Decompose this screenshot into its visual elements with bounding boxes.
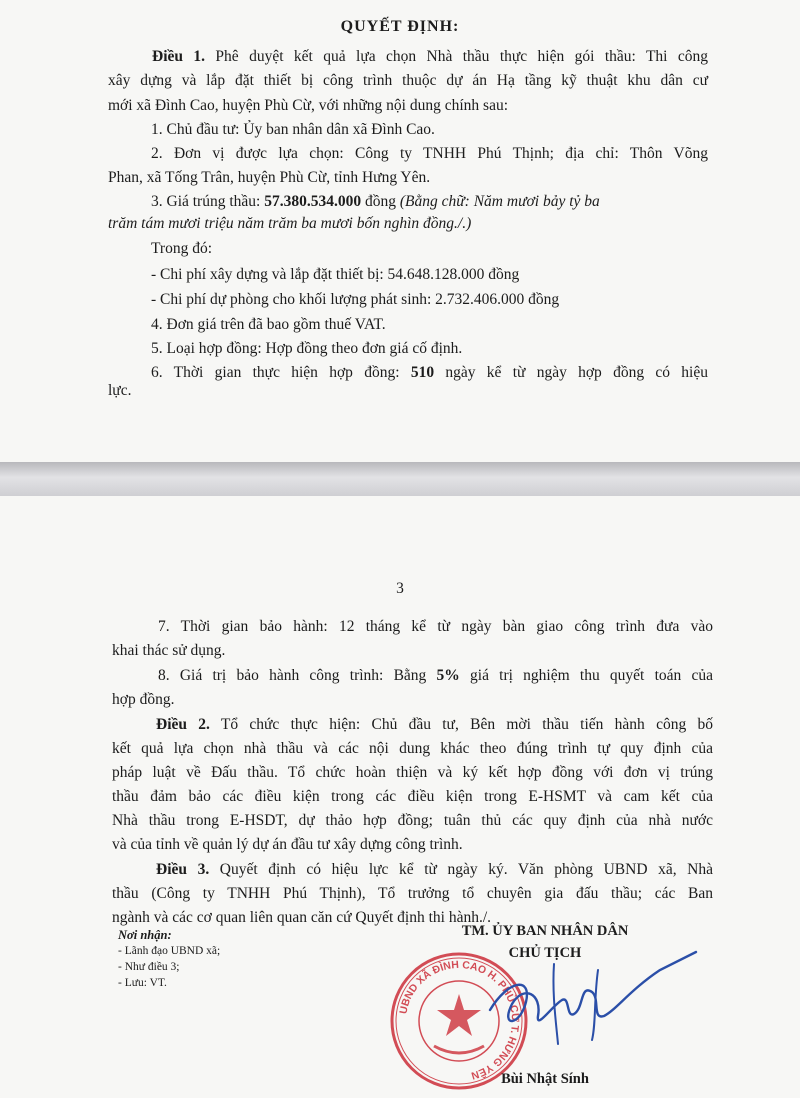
item-8-line1 — [158, 665, 713, 686]
item-6-suffix: ngày kể từ ngày hợp đồng có hiệu — [434, 364, 708, 381]
recipient-1: - Lãnh đạo UBND xã; — [118, 945, 221, 957]
cost-construction: - Chi phí xây dựng và lắp đặt thiết bị: 54.648.128.000 đồng — [151, 266, 520, 283]
item-3-amount: 57.380.534.000 — [264, 193, 362, 210]
decision-title: QUYẾT ĐỊNH: — [340, 18, 460, 35]
item-3-line1 — [151, 191, 600, 212]
dieu2-line2: kết quả lựa chọn nhà thầu và các nội dung khác theo đúng trình tự quy định của — [112, 740, 713, 757]
dieu3-line3: ngành và các cơ quan liên quan căn cứ Quyết định thi hành./. — [112, 909, 492, 926]
dieu3-label: Điều 3. — [156, 861, 210, 878]
dieu2-text-1: Tổ chức thực hiện: Chủ đầu tư, Bên mời thầu tiến hành công bố — [209, 716, 713, 733]
dieu2-line5: Nhà thầu trong E-HSDT, dự thảo hợp đồng; tuân thủ các quy định của nhà nước — [112, 812, 713, 829]
dieu1-line1 — [108, 46, 708, 67]
dieu2-line1 — [112, 714, 713, 735]
dieu2-line3: pháp luật về Đấu thầu. Tổ chức hoàn thiện và ký kết hợp đồng với đơn vị trúng — [112, 764, 713, 781]
handwritten-signature-icon — [460, 940, 700, 1050]
item-6-line2: lực. — [108, 382, 132, 399]
item-3-words-2: trăm tám mươi triệu năm trăm ba mươi bốn nghìn đồng./.) — [108, 215, 472, 232]
dieu3-text-1: Quyết định có hiệu lực kể từ ngày ký. Văn phòng UBND xã, Nhà — [209, 861, 713, 878]
document-page-top — [0, 0, 800, 462]
signature-org: TM. ỦY BAN NHÂN DÂN — [461, 923, 629, 939]
item-3-unit: đồng — [361, 193, 400, 210]
item-4: 4. Đơn giá trên đã bao gồm thuế VAT. — [151, 316, 386, 333]
recipient-3: - Lưu: VT. — [118, 977, 167, 989]
dieu2-line4: thầu đảm bảo các điều kiện trong các điều kiện trong E-HSMT và cam kết của — [112, 788, 713, 805]
item-7-line2: khai thác sử dụng. — [112, 642, 226, 659]
item-8-pct: 5% — [436, 667, 460, 684]
page-number: 3 — [396, 580, 404, 597]
dieu1-label: Điều 1. — [152, 48, 206, 65]
trong-do: Trong đó: — [151, 240, 213, 257]
signature-role: CHỦ TỊCH — [508, 945, 582, 961]
item-8-line2: hợp đồng. — [112, 691, 175, 708]
item-3-prefix: 3. Giá trúng thầu: — [151, 193, 265, 210]
svg-text:UBND XÃ ĐÌNH CAO H. PHÙ CỪ T.: UBND XÃ ĐÌNH CAO H. PHÙ CỪ T. HƯNG YÊN — [397, 958, 522, 1082]
item-1: 1. Chủ đầu tư: Ủy ban nhân dân xã Đình Cao. — [151, 121, 435, 138]
item-6-prefix: 6. Thời gian thực hiện hợp đồng: — [151, 364, 411, 381]
item-2-line2: Phan, xã Tống Trân, huyện Phù Cừ, tỉnh Hưng Yên. — [108, 169, 431, 186]
item-5: 5. Loại hợp đồng: Hợp đồng theo đơn giá cố định. — [151, 340, 463, 357]
item-6-days: 510 — [410, 364, 435, 381]
dieu1-text-1: Phê duyệt kết quả lựa chọn Nhà thầu thực hiện gói thầu: Thi công — [205, 48, 708, 65]
page-gap — [0, 462, 800, 496]
recipients-heading: Nơi nhận: — [118, 928, 172, 942]
dieu1-line3: mới xã Đình Cao, huyện Phù Cừ, với những nội dung chính sau: — [108, 97, 509, 114]
item-2-line1: 2. Đơn vị được lựa chọn: Công ty TNHH Phú Thịnh; địa chỉ: Thôn Võng — [151, 145, 708, 162]
dieu2-line6: và của tỉnh về quản lý dự án đầu tư xây dựng công trình. — [112, 836, 463, 853]
dieu2-label: Điều 2. — [156, 716, 210, 733]
recipient-2: - Như điều 3; — [118, 961, 180, 973]
item-3-words-1: (Bằng chữ: Năm mươi bảy tỷ ba — [399, 193, 600, 210]
item-8-suffix: giá trị nghiệm thu quyết toán của — [459, 667, 714, 684]
item-8-prefix: 8. Giá trị bảo hành công trình: Bằng — [158, 667, 437, 684]
dieu1-line2: xây dựng và lắp đặt thiết bị công trình thuộc dự án Hạ tầng kỹ thuật khu dân cư — [108, 72, 708, 89]
dieu3-line2: thầu (Công ty TNHH Phú Thịnh), Tổ trưởng tổ chuyên gia đấu thầu; các Ban — [112, 885, 713, 902]
item-7-line1: 7. Thời gian bảo hành: 12 tháng kể từ ngày bàn giao công trình đưa vào — [158, 618, 713, 635]
item-6-line1 — [151, 362, 708, 383]
dieu3-line1 — [112, 859, 713, 880]
cost-contingency: - Chi phí dự phòng cho khối lượng phát sinh: 2.732.406.000 đồng — [151, 291, 560, 308]
signer-name: Bùi Nhật Sính — [501, 1071, 589, 1087]
